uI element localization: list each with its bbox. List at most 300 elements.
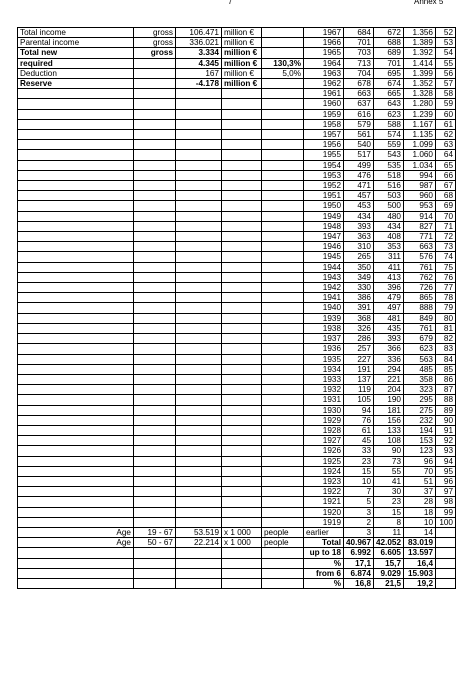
table-row xyxy=(18,405,456,415)
left-value: 3.334 xyxy=(176,48,222,58)
year-cell: 1919 xyxy=(304,517,344,527)
value-a: 476 xyxy=(344,170,374,180)
age-cell xyxy=(436,527,456,537)
value-total: 888 xyxy=(404,303,436,313)
year-cell: 1926 xyxy=(304,446,344,456)
table-row xyxy=(18,28,456,38)
age-cell: 71 xyxy=(436,221,456,231)
value-a: 350 xyxy=(344,262,374,272)
table-row xyxy=(18,507,456,517)
empty-cell xyxy=(176,252,222,262)
table-row xyxy=(18,130,456,140)
age-cell: 85 xyxy=(436,364,456,374)
age-cell: 72 xyxy=(436,232,456,242)
value-a: 2 xyxy=(344,517,374,527)
left-label: required xyxy=(18,58,134,68)
empty-cell xyxy=(134,170,176,180)
age-cell: 80 xyxy=(436,313,456,323)
empty-cell xyxy=(18,201,134,211)
value-b: 481 xyxy=(374,313,404,323)
empty-cell xyxy=(262,181,304,191)
empty-cell xyxy=(176,517,222,527)
empty-cell xyxy=(262,487,304,497)
age-cell: 84 xyxy=(436,354,456,364)
empty-cell xyxy=(134,497,176,507)
empty-cell xyxy=(176,201,222,211)
age-cell: 69 xyxy=(436,201,456,211)
value-a: 637 xyxy=(344,99,374,109)
year-cell: 1946 xyxy=(304,242,344,252)
value-total: 761 xyxy=(404,323,436,333)
empty-cell xyxy=(222,456,262,466)
value-b: 8 xyxy=(374,517,404,527)
table-row xyxy=(18,283,456,293)
empty-cell xyxy=(134,181,176,191)
empty-cell xyxy=(18,160,134,170)
value-b: 559 xyxy=(374,140,404,150)
table-row xyxy=(18,99,456,109)
empty-cell xyxy=(134,344,176,354)
empty-cell xyxy=(134,405,176,415)
empty-cell xyxy=(262,395,304,405)
year-cell: 1967 xyxy=(304,28,344,38)
summary-b: 42.052 xyxy=(374,538,404,548)
value-a: 105 xyxy=(344,395,374,405)
empty-cell xyxy=(176,395,222,405)
value-b: 516 xyxy=(374,181,404,191)
empty-cell xyxy=(18,517,134,527)
empty-cell xyxy=(176,354,222,364)
empty-cell xyxy=(134,364,176,374)
table-row xyxy=(18,517,456,527)
year-cell: 1960 xyxy=(304,99,344,109)
empty-cell xyxy=(134,425,176,435)
age-cell: 99 xyxy=(436,507,456,517)
age-range: 50 - 67 xyxy=(134,538,176,548)
empty-cell xyxy=(222,293,262,303)
page-number: 7 xyxy=(228,0,233,6)
table-row xyxy=(18,150,456,160)
empty-cell xyxy=(134,221,176,231)
empty-cell xyxy=(18,211,134,221)
empty-cell xyxy=(18,476,134,486)
value-b: 518 xyxy=(374,170,404,180)
table-row xyxy=(18,395,456,405)
year-cell: 1954 xyxy=(304,160,344,170)
summary-total: 13.597 xyxy=(404,548,436,558)
table-row xyxy=(18,191,456,201)
table-row xyxy=(18,364,456,374)
value-a: 310 xyxy=(344,242,374,252)
empty-cell xyxy=(222,446,262,456)
value-a: 349 xyxy=(344,272,374,282)
empty-cell xyxy=(176,344,222,354)
value-a: 227 xyxy=(344,354,374,364)
empty-cell xyxy=(176,119,222,129)
empty-cell xyxy=(222,354,262,364)
value-total: 1.239 xyxy=(404,109,436,119)
value-total: 623 xyxy=(404,344,436,354)
value-total: 70 xyxy=(404,466,436,476)
empty-cell xyxy=(262,89,304,99)
value-total: 679 xyxy=(404,334,436,344)
empty-cell xyxy=(18,181,134,191)
value-a: 579 xyxy=(344,119,374,129)
table-row xyxy=(18,354,456,364)
age-cell: 64 xyxy=(436,150,456,160)
value-a: 663 xyxy=(344,89,374,99)
empty-cell xyxy=(18,405,134,415)
age-cell: 92 xyxy=(436,436,456,446)
left-label: Parental income xyxy=(18,38,134,48)
value-total: 232 xyxy=(404,415,436,425)
empty-cell xyxy=(222,476,262,486)
year-cell: 1920 xyxy=(304,507,344,517)
empty-cell xyxy=(262,364,304,374)
value-a: 368 xyxy=(344,313,374,323)
age-cell: 83 xyxy=(436,344,456,354)
value-a: 10 xyxy=(344,476,374,486)
value-total: 358 xyxy=(404,374,436,384)
empty-cell xyxy=(222,385,262,395)
table-row xyxy=(18,272,456,282)
year-cell: 1950 xyxy=(304,201,344,211)
age-cell: 81 xyxy=(436,323,456,333)
value-total: 123 xyxy=(404,446,436,456)
value-a: 616 xyxy=(344,109,374,119)
value-total: 275 xyxy=(404,405,436,415)
empty-cell xyxy=(134,415,176,425)
empty-cell xyxy=(18,425,134,435)
table-row xyxy=(18,68,456,78)
table-row xyxy=(18,201,456,211)
empty-cell xyxy=(134,334,176,344)
age-cell: 88 xyxy=(436,395,456,405)
empty-cell xyxy=(176,334,222,344)
table-row xyxy=(18,262,456,272)
age-cell: 74 xyxy=(436,252,456,262)
empty-cell xyxy=(262,385,304,395)
empty-cell xyxy=(222,436,262,446)
year-cell: 1965 xyxy=(304,48,344,58)
value-b: 665 xyxy=(374,89,404,99)
age-cell: 86 xyxy=(436,374,456,384)
value-total: 10 xyxy=(404,517,436,527)
empty-cell xyxy=(222,140,262,150)
value-total: 1.414 xyxy=(404,58,436,68)
table-row xyxy=(18,558,456,568)
value-b: 588 xyxy=(374,119,404,129)
empty-cell xyxy=(262,221,304,231)
empty-cell xyxy=(134,395,176,405)
value-a: 517 xyxy=(344,150,374,160)
empty-cell xyxy=(262,354,304,364)
empty-cell xyxy=(222,221,262,231)
empty-cell xyxy=(134,119,176,129)
empty-cell xyxy=(222,211,262,221)
empty-cell xyxy=(222,517,262,527)
value-total: 849 xyxy=(404,313,436,323)
value-a: 499 xyxy=(344,160,374,170)
empty-cell xyxy=(222,109,262,119)
empty-cell xyxy=(18,415,134,425)
empty-cell xyxy=(176,293,222,303)
empty-cell xyxy=(262,211,304,221)
empty-cell xyxy=(134,140,176,150)
empty-cell xyxy=(262,99,304,109)
year-cell: 1931 xyxy=(304,395,344,405)
value-total: 994 xyxy=(404,170,436,180)
value-a: 391 xyxy=(344,303,374,313)
empty-cell xyxy=(262,201,304,211)
people-word: people xyxy=(262,527,304,537)
year-cell: 1936 xyxy=(304,344,344,354)
left-unit: million € xyxy=(222,38,262,48)
left-type: gross xyxy=(134,28,176,38)
year-cell: 1944 xyxy=(304,262,344,272)
age-cell: 52 xyxy=(436,28,456,38)
empty-cell xyxy=(176,476,222,486)
empty-cell xyxy=(18,385,134,395)
left-label: Total new xyxy=(18,48,134,58)
empty-cell xyxy=(262,293,304,303)
empty-cell xyxy=(262,466,304,476)
year-cell: 1927 xyxy=(304,436,344,446)
value-b: 23 xyxy=(374,497,404,507)
value-a: 7 xyxy=(344,487,374,497)
empty-cell xyxy=(18,334,134,344)
empty-cell xyxy=(134,374,176,384)
value-total: 96 xyxy=(404,456,436,466)
empty-cell xyxy=(18,232,134,242)
people-unit: x 1 000 xyxy=(222,527,262,537)
empty-cell xyxy=(222,558,262,568)
value-b: 336 xyxy=(374,354,404,364)
value-total: 1.328 xyxy=(404,89,436,99)
empty-cell xyxy=(176,323,222,333)
empty-cell xyxy=(262,517,304,527)
empty-cell xyxy=(176,415,222,425)
value-total: 1.389 xyxy=(404,38,436,48)
year-cell: 1930 xyxy=(304,405,344,415)
value-b: 574 xyxy=(374,130,404,140)
empty-cell xyxy=(222,466,262,476)
value-b: 434 xyxy=(374,221,404,231)
table-row xyxy=(18,58,456,68)
value-total: 1.167 xyxy=(404,119,436,129)
empty-cell xyxy=(18,262,134,272)
value-total: 1.135 xyxy=(404,130,436,140)
summary-b: 9.029 xyxy=(374,568,404,578)
summary-label: % xyxy=(304,578,344,588)
age-cell: 68 xyxy=(436,191,456,201)
value-b: 701 xyxy=(374,58,404,68)
empty-cell xyxy=(134,130,176,140)
table-row xyxy=(18,344,456,354)
empty-cell xyxy=(436,578,456,588)
empty-cell xyxy=(18,150,134,160)
age-cell: 97 xyxy=(436,487,456,497)
table-row xyxy=(18,211,456,221)
table-row xyxy=(18,232,456,242)
age-cell: 56 xyxy=(436,68,456,78)
age-cell: 100 xyxy=(436,517,456,527)
empty-cell xyxy=(262,415,304,425)
value-a: 265 xyxy=(344,252,374,262)
age-cell: 93 xyxy=(436,446,456,456)
empty-cell xyxy=(222,323,262,333)
empty-cell xyxy=(176,140,222,150)
left-percent xyxy=(262,38,304,48)
left-percent: 130,3% xyxy=(262,58,304,68)
empty-cell xyxy=(262,283,304,293)
summary-total: 16,4 xyxy=(404,558,436,568)
table-row xyxy=(18,527,456,537)
empty-cell xyxy=(18,221,134,231)
table-row xyxy=(18,446,456,456)
empty-cell xyxy=(176,313,222,323)
value-total: 827 xyxy=(404,221,436,231)
empty-cell xyxy=(262,119,304,129)
value-b: 408 xyxy=(374,232,404,242)
left-percent xyxy=(262,79,304,89)
age-cell: 91 xyxy=(436,425,456,435)
age-cell: 79 xyxy=(436,303,456,313)
value-a: 191 xyxy=(344,364,374,374)
table-row xyxy=(18,374,456,384)
empty-cell xyxy=(18,344,134,354)
empty-cell xyxy=(262,272,304,282)
value-b: 311 xyxy=(374,252,404,262)
empty-cell xyxy=(222,252,262,262)
empty-cell xyxy=(222,303,262,313)
value-a: 703 xyxy=(344,48,374,58)
empty-cell xyxy=(222,374,262,384)
empty-cell xyxy=(18,130,134,140)
year-cell: 1947 xyxy=(304,232,344,242)
value-a: 713 xyxy=(344,58,374,68)
value-total: 726 xyxy=(404,283,436,293)
value-a: 286 xyxy=(344,334,374,344)
value-a: 45 xyxy=(344,436,374,446)
left-type xyxy=(134,68,176,78)
value-total: 1.060 xyxy=(404,150,436,160)
value-b: 688 xyxy=(374,38,404,48)
value-b: 366 xyxy=(374,344,404,354)
empty-cell xyxy=(18,364,134,374)
value-a: 137 xyxy=(344,374,374,384)
empty-cell xyxy=(18,456,134,466)
age-cell: 77 xyxy=(436,283,456,293)
age-label: Age xyxy=(18,538,134,548)
value-a: 76 xyxy=(344,415,374,425)
left-type: gross xyxy=(134,38,176,48)
value-total: 14 xyxy=(404,527,436,537)
empty-cell xyxy=(134,242,176,252)
table-row xyxy=(18,303,456,313)
left-type xyxy=(134,58,176,68)
empty-cell xyxy=(134,466,176,476)
empty-cell xyxy=(134,558,176,568)
value-a: 33 xyxy=(344,446,374,456)
age-cell: 57 xyxy=(436,79,456,89)
year-cell: 1949 xyxy=(304,211,344,221)
empty-cell xyxy=(134,293,176,303)
left-label: Deduction xyxy=(18,68,134,78)
empty-cell xyxy=(18,507,134,517)
empty-cell xyxy=(18,568,134,578)
empty-cell xyxy=(176,385,222,395)
table-row xyxy=(18,538,456,548)
year-cell: 1940 xyxy=(304,303,344,313)
empty-cell xyxy=(262,374,304,384)
value-a: 363 xyxy=(344,232,374,242)
left-unit: million € xyxy=(222,48,262,58)
age-cell: 59 xyxy=(436,99,456,109)
value-total: 18 xyxy=(404,507,436,517)
empty-cell xyxy=(222,181,262,191)
empty-cell xyxy=(18,140,134,150)
value-b: 623 xyxy=(374,109,404,119)
value-b: 393 xyxy=(374,334,404,344)
people-word: people xyxy=(262,538,304,548)
age-cell: 73 xyxy=(436,242,456,252)
empty-cell xyxy=(134,150,176,160)
value-a: 457 xyxy=(344,191,374,201)
table-row xyxy=(18,436,456,446)
value-b: 643 xyxy=(374,99,404,109)
table-row xyxy=(18,252,456,262)
empty-cell xyxy=(18,487,134,497)
value-a: 257 xyxy=(344,344,374,354)
empty-cell xyxy=(18,303,134,313)
empty-cell xyxy=(262,344,304,354)
table-row xyxy=(18,415,456,425)
summary-label: from 6 xyxy=(304,568,344,578)
empty-cell xyxy=(18,323,134,333)
empty-cell xyxy=(262,456,304,466)
age-cell: 65 xyxy=(436,160,456,170)
empty-cell xyxy=(436,548,456,558)
summary-b: 6.605 xyxy=(374,548,404,558)
empty-cell xyxy=(18,293,134,303)
value-total: 1.099 xyxy=(404,140,436,150)
table-row xyxy=(18,487,456,497)
value-a: 61 xyxy=(344,425,374,435)
value-total: 1.280 xyxy=(404,99,436,109)
empty-cell xyxy=(18,272,134,282)
summary-a: 6.874 xyxy=(344,568,374,578)
empty-cell xyxy=(176,446,222,456)
empty-cell xyxy=(262,548,304,558)
year-cell: 1923 xyxy=(304,476,344,486)
age-cell: 61 xyxy=(436,119,456,129)
table-row xyxy=(18,89,456,99)
value-a: 5 xyxy=(344,497,374,507)
age-range: 19 - 67 xyxy=(134,527,176,537)
value-a: 94 xyxy=(344,405,374,415)
empty-cell xyxy=(262,313,304,323)
table-row xyxy=(18,476,456,486)
empty-cell xyxy=(134,476,176,486)
people-value: 53.519 xyxy=(176,527,222,537)
empty-cell xyxy=(262,170,304,180)
value-total: 28 xyxy=(404,497,436,507)
empty-cell xyxy=(262,436,304,446)
empty-cell xyxy=(134,548,176,558)
table-row xyxy=(18,293,456,303)
value-total: 1.034 xyxy=(404,160,436,170)
